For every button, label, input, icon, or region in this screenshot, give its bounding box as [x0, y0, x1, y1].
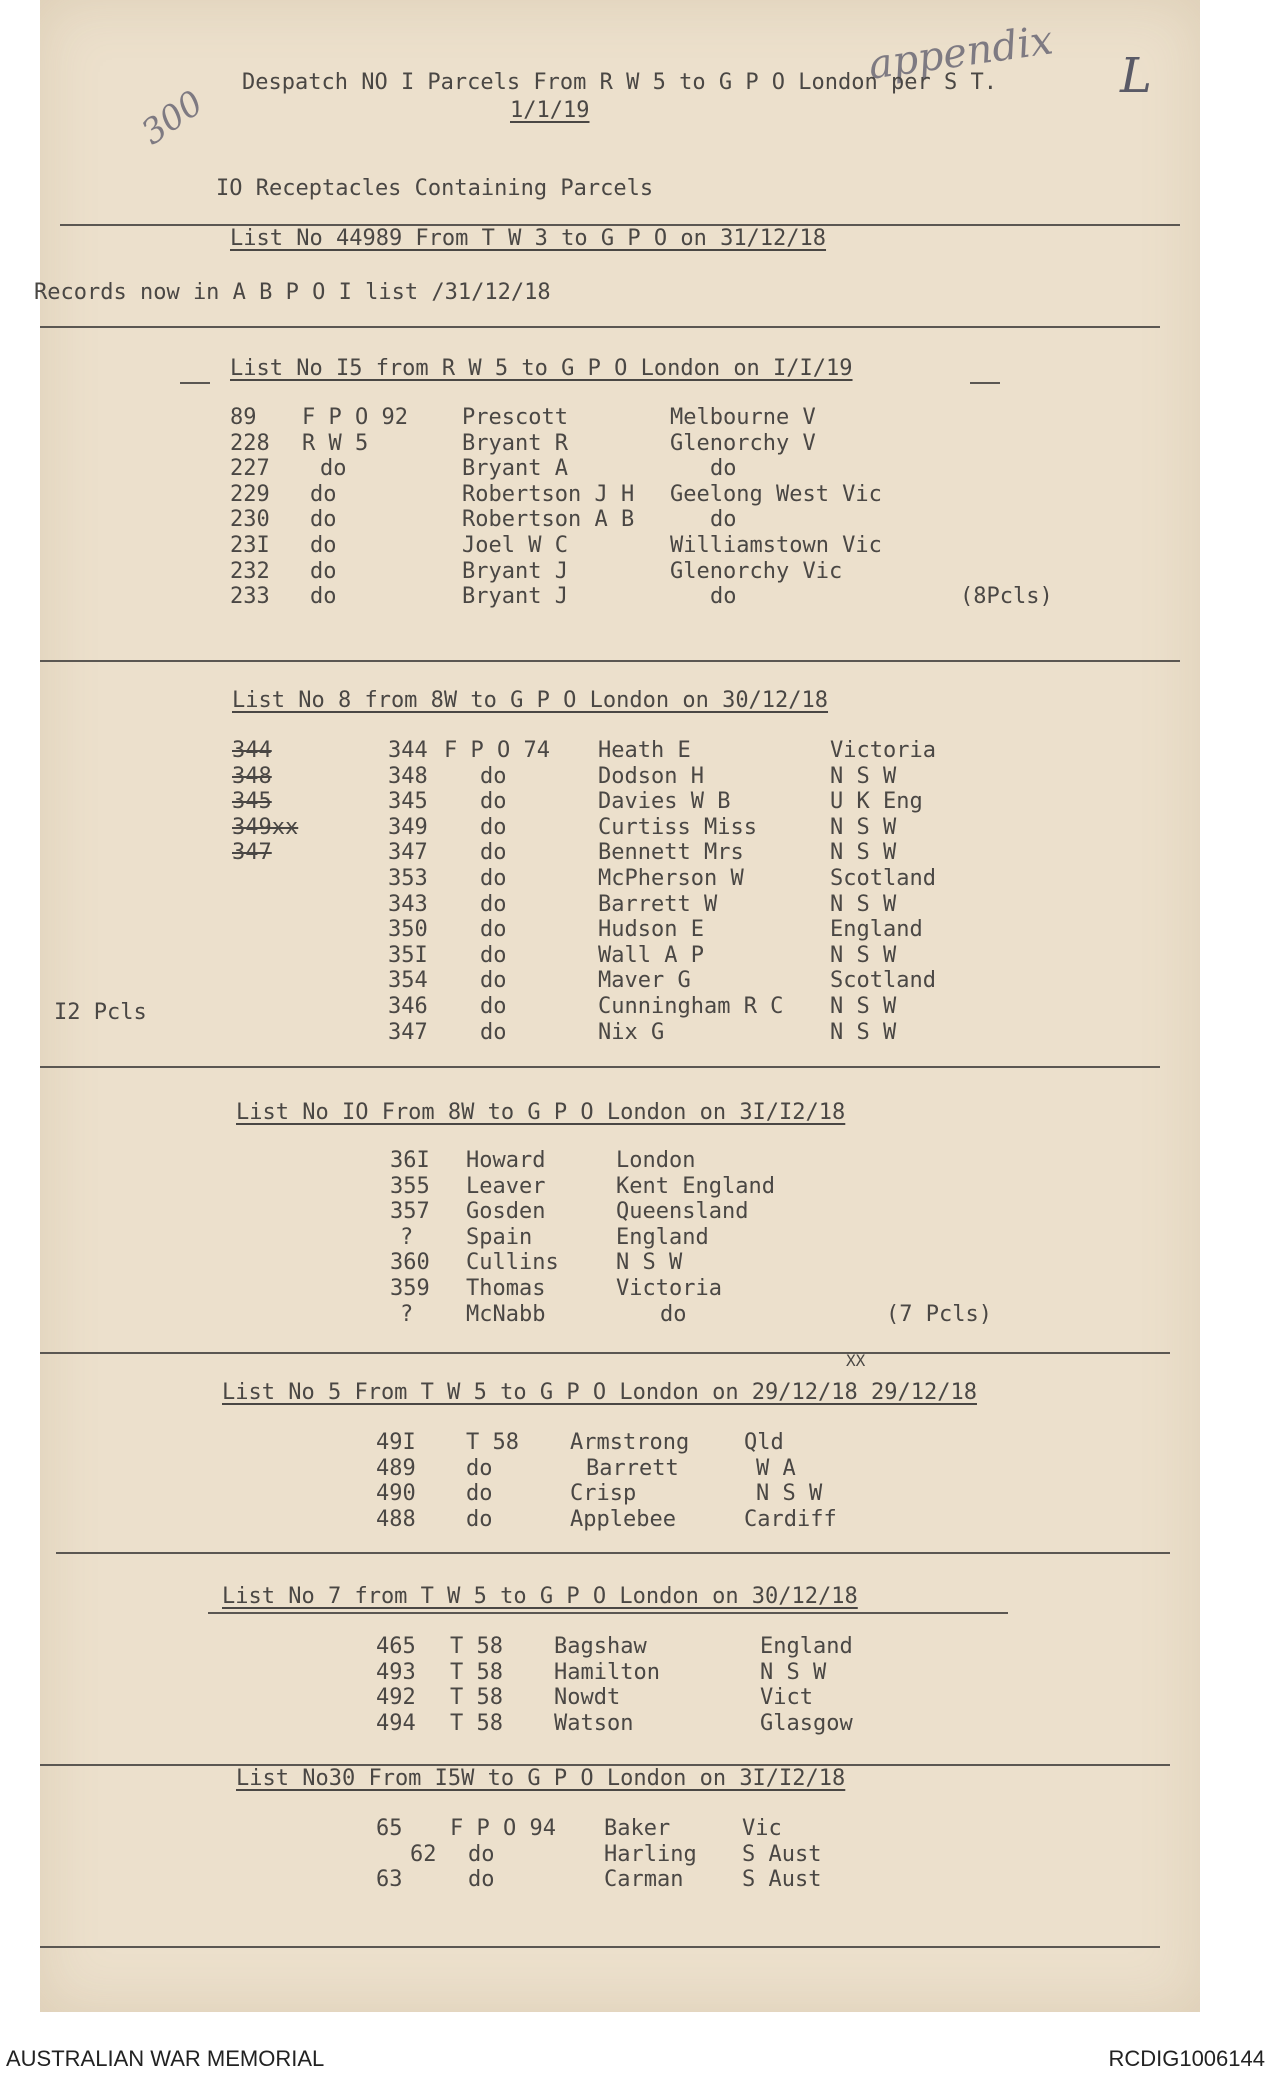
parcel-number: 493 [376, 1659, 416, 1685]
divider [40, 1946, 1160, 1948]
parcel-number: 345 [388, 789, 428, 815]
destination: Scotland [830, 865, 936, 891]
struck-number: 345 [232, 789, 272, 815]
divider [40, 1352, 1170, 1354]
section3-header: List No 8 from 8W to G P O London on 30/12/18 [232, 688, 829, 713]
parcel-number: 488 [376, 1506, 416, 1532]
addressee: Hudson E [598, 917, 704, 943]
destination: Melbourne V [670, 405, 816, 430]
footer-record-id: RCDIG1006144 [1108, 2046, 1265, 2071]
addressee: Robertson J H [462, 481, 635, 507]
section5-overtype: XX [846, 1351, 866, 1370]
destination: Victoria [830, 738, 936, 763]
parcel-number: 62 [410, 1841, 437, 1867]
addressee: Barrett W [598, 891, 718, 917]
unit: T 58 [450, 1659, 503, 1685]
unit: F P O 92 [302, 405, 408, 430]
unit: do [480, 1019, 507, 1045]
section7-header: List No30 From I5W to G P O London on 3I/I2/18 [236, 1766, 846, 1791]
parcel-number: 357 [390, 1199, 430, 1225]
parcel-number: 490 [376, 1481, 416, 1507]
despatch-date: 1/1/19 [510, 98, 590, 123]
parcel-number: ? [400, 1224, 414, 1250]
destination: N S W [760, 1659, 827, 1685]
destination: N S W [830, 891, 897, 917]
parcel-number: 228 [230, 430, 270, 456]
parcel-number: 49I [376, 1430, 416, 1455]
parcel-number: 229 [230, 481, 270, 507]
destination: N S W [830, 814, 897, 840]
destination: S Aust [742, 1867, 822, 1893]
unit: do [480, 763, 507, 789]
section6-header: List No 7 from T W 5 to G P O London on 30/12/18 [222, 1584, 858, 1609]
parcel-number: 343 [388, 891, 428, 917]
parcel-number: 354 [388, 968, 428, 994]
addressee: Bryant J [462, 558, 568, 584]
parcel-number: 89 [230, 405, 257, 430]
unit: do [466, 1455, 493, 1481]
addressee: Heath E [598, 738, 691, 763]
addressee: Barrett [586, 1455, 679, 1481]
destination: N S W [830, 763, 897, 789]
divider [40, 326, 1160, 328]
parcel-number: 346 [388, 993, 428, 1019]
parcel-number: ? [400, 1301, 414, 1327]
parcel-number: 347 [388, 840, 428, 866]
document-page [34, 0, 1200, 2012]
addressee: Robertson A B [462, 507, 635, 533]
parcel-number: 63 [376, 1867, 403, 1893]
unit: do [480, 968, 507, 994]
parcel-number: 23I [230, 532, 270, 558]
divider [40, 660, 1180, 662]
addressee: Howard [466, 1148, 546, 1173]
unit: R W 5 [302, 430, 369, 456]
struck-number: 347 [232, 840, 272, 866]
addressee: Thomas [466, 1275, 546, 1301]
despatch-title: Despatch NO I Parcels From R W 5 to G P O London per S T. [242, 70, 997, 95]
addressee: Baker [604, 1816, 671, 1841]
struck-number: 348 [232, 763, 272, 789]
destination: England [760, 1634, 853, 1659]
header-underline-tail [180, 382, 210, 384]
destination: Queensland [616, 1199, 749, 1225]
page-number-annotation: 300 [134, 83, 211, 153]
destination: Vict [760, 1685, 813, 1711]
parcel-number: 360 [390, 1250, 430, 1276]
section1-header: List No 44989 From T W 3 to G P O on 31/12/18 [230, 226, 827, 251]
receptacles-line: IO Receptacles Containing Parcels [216, 176, 654, 201]
destination: W A [756, 1455, 796, 1481]
parcel-count: (8Pcls) [960, 584, 1053, 610]
addressee: Bennett Mrs [598, 840, 744, 866]
unit: do [480, 891, 507, 917]
parcel-number: 65 [376, 1816, 403, 1841]
addressee: Bryant R [462, 430, 568, 456]
destination: Williamstown Vic [670, 532, 882, 558]
unit: do [480, 814, 507, 840]
addressee: Leaver [466, 1173, 546, 1199]
divider [40, 1066, 1160, 1068]
unit: do [320, 456, 347, 482]
destination: Glenorchy Vic [670, 558, 843, 584]
addressee: McNabb [466, 1301, 546, 1327]
parcel-number: 359 [390, 1275, 430, 1301]
unit: do [310, 481, 337, 507]
parcel-number: 353 [388, 865, 428, 891]
destination: Kent England [616, 1173, 775, 1199]
unit: do [310, 558, 337, 584]
unit: T 58 [450, 1710, 503, 1736]
destination: S Aust [742, 1841, 822, 1867]
destination: N S W [756, 1481, 823, 1507]
destination: Scotland [830, 968, 936, 994]
divider [56, 1552, 1170, 1554]
unit: do [480, 942, 507, 968]
unit: do [310, 584, 337, 610]
header-underline [208, 1612, 1008, 1614]
addressee: Joel W C [462, 532, 568, 558]
destination: Geelong West Vic [670, 481, 882, 507]
unit: do [480, 789, 507, 815]
unit: T 58 [450, 1634, 503, 1659]
parcel-number: 36I [390, 1148, 430, 1173]
addressee: Armstrong [570, 1430, 690, 1455]
parcel-number: 350 [388, 917, 428, 943]
addressee: Bryant J [462, 584, 568, 610]
struck-number: 344 [232, 738, 272, 763]
destination: N S W [830, 840, 897, 866]
addressee: Nowdt [554, 1685, 621, 1711]
destination: London [616, 1148, 696, 1173]
parcel-number: 494 [376, 1710, 416, 1736]
destination: do [660, 1301, 687, 1327]
unit: do [466, 1481, 493, 1507]
parcel-number: 492 [376, 1685, 416, 1711]
destination: N S W [616, 1250, 683, 1276]
addressee: Hamilton [554, 1659, 660, 1685]
destination: U K Eng [830, 789, 923, 815]
addressee: Gosden [466, 1199, 546, 1225]
parcel-number: 347 [388, 1019, 428, 1045]
addressee: Wall A P [598, 942, 704, 968]
parcel-number: 35I [388, 942, 428, 968]
destination: N S W [830, 1019, 897, 1045]
parcel-number: 349 [388, 814, 428, 840]
parcel-number: 355 [390, 1173, 430, 1199]
parcel-number: 227 [230, 456, 270, 482]
addressee: Cunningham R C [598, 993, 784, 1019]
destination: Qld [744, 1430, 784, 1455]
addressee: Curtiss Miss [598, 814, 757, 840]
destination: Victoria [616, 1275, 722, 1301]
destination: England [830, 917, 923, 943]
unit: do [480, 993, 507, 1019]
unit: F P O 94 [450, 1816, 556, 1841]
addressee: Bagshaw [554, 1634, 647, 1659]
section3-count: I2 Pcls [54, 1000, 147, 1025]
struck-number: 349xx [232, 814, 299, 840]
parcel-number: 348 [388, 763, 428, 789]
destination: do [710, 507, 737, 533]
addressee: Watson [554, 1710, 634, 1736]
unit: do [468, 1841, 495, 1867]
destination: do [710, 584, 737, 610]
archive-footer [0, 2040, 1279, 2082]
addressee: Cullins [466, 1250, 559, 1276]
addressee: Maver G [598, 968, 691, 994]
addressee: Crisp [570, 1481, 637, 1507]
parcel-count: (7 Pcls) [886, 1301, 992, 1327]
unit: do [310, 507, 337, 533]
check-mark-annotation: L [1120, 48, 1152, 104]
parcel-number: 465 [376, 1634, 416, 1659]
footer-institution: AUSTRALIAN WAR MEMORIAL [6, 2046, 325, 2071]
parcel-number: 344 [388, 738, 428, 763]
section1-note: Records now in A B P O I list /31/12/18 [34, 280, 551, 305]
parcel-number: 233 [230, 584, 270, 610]
section4-header: List No IO From 8W to G P O London on 3I/I2/18 [236, 1100, 846, 1125]
appendix-annotation: appendix [865, 17, 1056, 89]
parcel-number: 230 [230, 507, 270, 533]
destination: N S W [830, 993, 897, 1019]
addressee: Harling [604, 1841, 697, 1867]
addressee: Nix G [598, 1019, 665, 1045]
unit: do [466, 1506, 493, 1532]
unit: do [310, 532, 337, 558]
section5-header: List No 5 From T W 5 to G P O London on 29/12/18 29/12/18 [222, 1380, 977, 1405]
parcel-number: 489 [376, 1455, 416, 1481]
section2-header: List No I5 from R W 5 to G P O London on I/I/19 [230, 356, 853, 381]
header-underline-tail [970, 382, 1000, 384]
addressee: McPherson W [598, 865, 744, 891]
addressee: Dodson H [598, 763, 704, 789]
unit: do [468, 1867, 495, 1893]
addressee: Davies W B [598, 789, 731, 815]
unit: F P O 74 [444, 738, 550, 763]
parcel-number: 232 [230, 558, 270, 584]
unit: do [480, 865, 507, 891]
destination: do [710, 456, 737, 482]
destination: England [616, 1224, 709, 1250]
addressee: Bryant A [462, 456, 568, 482]
destination: N S W [830, 942, 897, 968]
addressee: Prescott [462, 405, 568, 430]
addressee: Spain [466, 1224, 533, 1250]
destination: Cardiff [744, 1506, 837, 1532]
destination: Glasgow [760, 1710, 853, 1736]
unit: T 58 [450, 1685, 503, 1711]
addressee: Applebee [570, 1506, 676, 1532]
addressee: Carman [604, 1867, 684, 1893]
unit: do [480, 917, 507, 943]
destination: Vic [742, 1816, 782, 1841]
unit: do [480, 840, 507, 866]
destination: Glenorchy V [670, 430, 816, 456]
unit: T 58 [466, 1430, 519, 1455]
